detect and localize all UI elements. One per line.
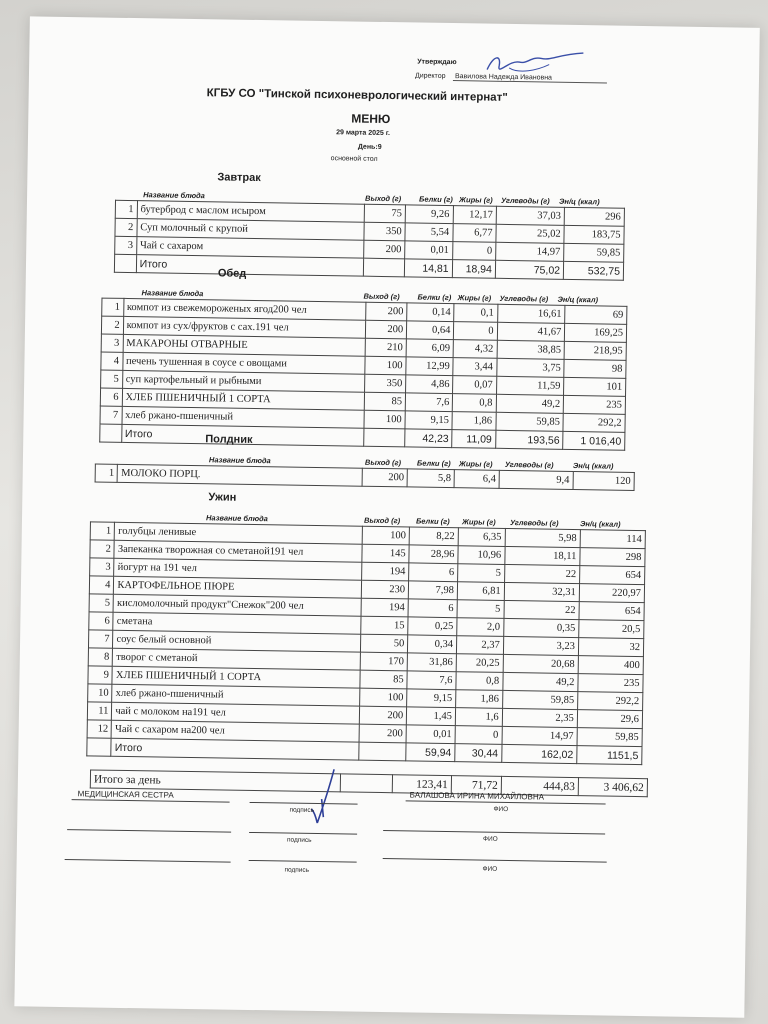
dish-name: кисломолочный продукт"Снежок"200 чел	[113, 594, 361, 616]
name-line-2	[67, 829, 231, 833]
column-protein-header: Белки (г)	[415, 516, 450, 527]
dish-fat: 1,86	[456, 690, 503, 709]
dish-energy: 114	[580, 530, 645, 549]
dish-carbs: 3,23	[503, 636, 578, 655]
lunch-table	[99, 298, 627, 451]
column-carbs-header: Углеводы (г)	[509, 518, 559, 528]
column-energy-header: Эн/ц (ккал)	[572, 460, 614, 471]
dish-name: чай с молоком на191 чел	[112, 702, 360, 724]
dish-carbs: 16,61	[497, 304, 565, 323]
dish-name: суп картофельный и рыбными	[122, 370, 365, 392]
director-name: Вавилова Надежда Ивановна	[453, 73, 607, 83]
dish-carbs: 18,11	[505, 546, 580, 565]
dish-fat: 5	[457, 600, 504, 619]
table-type: основной стол	[330, 155, 378, 163]
day-total-energy: 3 406,62	[578, 778, 647, 797]
dish-energy: 69	[565, 305, 627, 324]
total-output-cell	[364, 428, 405, 447]
signature-caption-3: подпись	[284, 866, 310, 874]
dish-carbs: 3,75	[496, 358, 564, 377]
dish-carbs: 37,03	[496, 206, 564, 225]
dish-fat: 10,96	[458, 546, 505, 565]
day-total-row	[90, 770, 647, 797]
dish-energy: 292,2	[577, 692, 642, 711]
dish-output: 350	[364, 222, 406, 241]
dish-energy: 654	[579, 602, 644, 621]
dish-carbs: 22	[504, 564, 579, 583]
dish-protein: 9,26	[405, 205, 453, 224]
dish-fat: 20,25	[456, 654, 503, 673]
dish-protein: 5,54	[405, 223, 453, 242]
column-name-header: Название блюда	[143, 190, 205, 201]
fio-caption-3: ФИО	[482, 865, 498, 873]
dish-name: хлеб ржано-пшеничный	[112, 684, 360, 706]
dinner-table	[86, 521, 646, 765]
total-protein: 42,23	[405, 429, 453, 448]
dish-protein: 0,01	[406, 725, 455, 744]
dish-fat: 0,8	[456, 672, 503, 691]
row-number: 7	[100, 406, 122, 424]
row-number: 6	[89, 612, 114, 630]
total-protein: 14,81	[404, 259, 452, 278]
dish-energy: 292,2	[563, 413, 625, 432]
dish-name: ХЛЕБ ПШЕНИЧНЫЙ 1 СОРТА	[112, 666, 360, 688]
dish-protein: 12,99	[406, 357, 454, 376]
dish-energy: 296	[564, 207, 624, 226]
menu-date: 29 марта 2025 г.	[336, 129, 391, 138]
dish-output: 100	[365, 356, 406, 375]
dish-energy: 220,97	[579, 584, 644, 603]
dish-output: 200	[363, 468, 408, 487]
day-total-output-cell	[341, 774, 393, 793]
dish-protein: 5,8	[407, 469, 454, 488]
dish-name: сметана	[113, 612, 361, 634]
dish-energy: 29,6	[577, 710, 642, 729]
dish-protein: 0,64	[406, 321, 454, 340]
column-fat-header: Жиры (г)	[461, 517, 496, 527]
dish-carbs: 2,35	[502, 708, 577, 727]
dish-carbs: 41,67	[497, 322, 565, 341]
dish-carbs: 0,35	[503, 618, 578, 637]
nurse-signature	[303, 765, 344, 832]
column-protein-header: Белки (г)	[416, 458, 451, 469]
total-protein: 59,94	[406, 743, 455, 762]
dish-protein: 28,96	[409, 545, 458, 564]
row-number: 9	[88, 666, 113, 684]
fio-caption-1: ФИО	[493, 805, 509, 814]
dish-carbs: 59,85	[495, 412, 563, 431]
dish-name: ХЛЕБ ПШЕНИЧНЫЙ 1 СОРТА	[122, 388, 365, 410]
dish-energy: 235	[564, 395, 626, 414]
dish-fat: 0	[455, 726, 502, 745]
dish-energy: 120	[573, 471, 635, 490]
total-empty-cell	[87, 738, 112, 756]
column-name-header: Название блюда	[141, 288, 204, 299]
column-energy-header: Эн/ц (ккал)	[557, 294, 599, 305]
dish-energy: 400	[578, 656, 643, 675]
dish-energy: 654	[579, 566, 644, 585]
row-number: 1	[115, 200, 137, 218]
dish-fat: 6,4	[454, 470, 499, 489]
dish-carbs: 49,2	[496, 394, 564, 413]
dish-name: печень тушенная в соусе с овощами	[122, 352, 365, 374]
dish-name: МОЛОКО ПОРЦ.	[118, 464, 363, 486]
row-number: 5	[89, 594, 114, 612]
dish-fat: 5	[458, 564, 505, 583]
day-total-carbs: 444,83	[501, 776, 578, 795]
dish-protein: 6	[409, 563, 458, 582]
dish-output: 200	[363, 240, 405, 259]
row-number: 4	[89, 576, 114, 594]
breakfast-table	[114, 200, 625, 281]
total-carbs: 75,02	[495, 260, 563, 279]
column-name-header: Название блюда	[208, 455, 271, 466]
column-energy-header: Эн/ц (ккал)	[558, 196, 600, 207]
dish-carbs: 38,85	[497, 340, 565, 359]
dish-name: бутерброд с маслом исыром	[137, 201, 364, 223]
dish-carbs: 25,02	[496, 224, 564, 243]
dish-fat: 12,17	[453, 206, 497, 225]
row-number: 1	[90, 522, 115, 540]
dish-fat: 0	[454, 322, 497, 341]
row-number: 6	[100, 388, 122, 406]
signature-line-3	[249, 860, 357, 863]
fio-line-3	[383, 858, 607, 863]
dish-output: 100	[364, 410, 405, 429]
snack-title: Полдник	[205, 433, 253, 446]
row-number: 2	[101, 316, 123, 334]
dish-energy: 169,25	[565, 323, 627, 342]
dish-protein: 8,22	[409, 527, 458, 546]
column-output-header: Выход (г)	[363, 291, 400, 302]
column-protein-header: Белки (г)	[417, 292, 452, 303]
dish-energy: 20,5	[579, 620, 644, 639]
dish-output: 194	[362, 562, 409, 581]
dish-name: творог с сметаной	[113, 648, 361, 670]
column-energy-header: Эн/ц (ккал)	[579, 519, 621, 529]
dish-name: Суп молочный с крупой	[137, 219, 364, 241]
dish-energy: 98	[564, 359, 626, 378]
column-output-header: Выход (г)	[363, 515, 401, 526]
name-line-3	[65, 859, 231, 863]
dish-output: 210	[365, 338, 406, 357]
dish-fat: 1,6	[455, 708, 502, 727]
dish-carbs: 14,97	[502, 726, 577, 745]
row-number: 1	[95, 464, 118, 482]
dish-protein: 9,15	[407, 689, 456, 708]
signature-caption-2: подпись	[286, 836, 312, 844]
dish-output: 50	[361, 634, 408, 653]
dish-carbs: 59,85	[502, 690, 577, 709]
dish-carbs: 49,2	[503, 672, 578, 691]
dish-energy: 101	[564, 377, 626, 396]
fio-caption-2: ФИО	[482, 835, 498, 843]
dish-output: 230	[362, 580, 409, 599]
dish-output: 200	[366, 302, 407, 321]
director-label: Директор	[414, 72, 446, 80]
nurse-line	[72, 799, 230, 802]
dish-energy: 59,85	[577, 728, 642, 747]
total-fat: 30,44	[455, 744, 502, 763]
dish-carbs: 22	[504, 600, 579, 619]
dish-energy: 298	[580, 548, 645, 567]
row-number: 11	[87, 702, 112, 720]
dish-name: КАРТОФЕЛЬНОЕ ПЮРЕ	[114, 576, 362, 598]
dish-protein: 4,86	[406, 375, 454, 394]
dish-energy: 235	[578, 674, 643, 693]
dish-protein: 0,14	[407, 303, 455, 322]
dish-output: 85	[364, 392, 405, 411]
day-total-label: Итого за день	[90, 770, 341, 792]
row-number: 1	[102, 298, 124, 316]
menu-day: День:9	[357, 143, 382, 151]
row-number: 3	[101, 334, 123, 352]
dish-output: 170	[361, 652, 408, 671]
dish-energy: 32	[578, 638, 643, 657]
dish-fat: 2,0	[457, 618, 504, 637]
dish-output: 200	[365, 320, 406, 339]
dish-output: 200	[360, 706, 407, 725]
dish-energy: 218,95	[564, 341, 626, 360]
dish-carbs: 14,97	[496, 242, 564, 261]
column-name-header: Название блюда	[205, 513, 268, 524]
dish-output: 85	[360, 670, 407, 689]
dish-carbs: 20,68	[503, 654, 578, 673]
column-carbs-header: Углеводы (г)	[504, 459, 554, 470]
dish-energy: 183,75	[564, 225, 624, 244]
signer-name: БАЛАШОВА ИРИНА МИХАЙЛОВНА	[409, 790, 545, 802]
total-energy: 532,75	[563, 261, 623, 280]
signature-line-2	[249, 832, 357, 835]
dish-name: Чай с сахаром	[136, 237, 363, 259]
breakfast-title: Завтрак	[217, 171, 261, 185]
total-label: Итого	[136, 255, 363, 277]
row-number: 4	[101, 352, 123, 370]
total-output-cell	[363, 258, 405, 277]
total-fat: 11,09	[452, 430, 495, 449]
dish-fat: 6,77	[452, 224, 496, 243]
dish-protein: 0,34	[408, 635, 457, 654]
total-label: Итого	[121, 424, 364, 446]
dish-output: 75	[364, 204, 406, 223]
dish-fat: 6,35	[458, 528, 505, 547]
dish-fat: 0,07	[453, 376, 496, 395]
dish-protein: 1,45	[406, 707, 455, 726]
dish-output: 350	[365, 374, 406, 393]
page-title: МЕНЮ	[351, 111, 391, 127]
row-number: 8	[88, 648, 113, 666]
dish-fat: 0,8	[453, 394, 496, 413]
dish-name: МАКАРОНЫ ОТВАРНЫЕ	[123, 334, 366, 356]
dish-output: 200	[359, 724, 406, 743]
total-empty-cell	[100, 424, 122, 442]
total-energy: 1 016,40	[563, 431, 625, 450]
dish-output: 15	[361, 616, 408, 635]
total-label: Итого	[111, 738, 359, 760]
row-number: 3	[115, 236, 137, 254]
dish-protein: 7,6	[407, 671, 456, 690]
column-carbs-header: Углеводы (г)	[499, 293, 549, 304]
column-fat-header: Жиры (г)	[457, 293, 492, 303]
dish-carbs: 32,31	[504, 582, 579, 601]
column-fat-header: Жиры (г)	[458, 459, 493, 469]
dish-protein: 31,86	[407, 653, 456, 672]
total-carbs: 162,02	[501, 744, 576, 763]
dish-energy: 59,85	[564, 243, 624, 262]
column-output-header: Выход (г)	[365, 193, 402, 204]
column-protein-header: Белки (г)	[419, 194, 453, 205]
dish-name: йогурт на 191 чел	[114, 558, 362, 580]
approve-label: Утверждаю	[417, 58, 457, 67]
dish-carbs: 9,4	[499, 470, 573, 489]
dish-name: соус белый основной	[113, 630, 361, 652]
dish-output: 145	[362, 544, 409, 563]
total-energy: 1151,5	[577, 746, 642, 765]
dish-fat: 4,32	[453, 340, 496, 359]
dish-carbs: 5,98	[505, 528, 580, 547]
dish-fat: 0	[452, 242, 496, 261]
row-number: 2	[115, 218, 137, 236]
dish-protein: 9,15	[405, 411, 453, 430]
dish-protein: 6	[408, 599, 457, 618]
fio-line-1	[406, 800, 606, 804]
fio-line-2	[383, 830, 605, 834]
column-carbs-header: Углеводы (г)	[500, 195, 550, 206]
dish-name: Чай с сахаром на200 чел	[111, 720, 359, 742]
dish-fat: 6,81	[457, 582, 504, 601]
dish-name: хлеб ржано-пшеничный	[122, 406, 365, 428]
dish-name: компот из сух/фруктов с сах.191 чел	[123, 316, 366, 338]
row-number: 12	[87, 720, 112, 738]
organization-name: КГБУ СО "Тинской психоневрологический интернат"	[206, 87, 508, 104]
dish-protein: 7,6	[405, 393, 453, 412]
day-total-fat: 71,72	[451, 776, 501, 795]
dish-protein: 7,98	[408, 581, 457, 600]
total-carbs: 193,56	[495, 430, 563, 449]
menu-sheet	[14, 16, 759, 1017]
dinner-title: Ужин	[208, 491, 237, 504]
dish-protein: 0,01	[405, 241, 453, 260]
row-number: 7	[88, 630, 113, 648]
column-fat-header: Жиры (г)	[459, 195, 493, 205]
dish-name: компот из свежемороженых ягод200 чел	[123, 298, 366, 320]
dish-fat: 2,37	[456, 636, 503, 655]
dish-protein: 0,25	[408, 617, 457, 636]
lunch-title: Обед	[217, 267, 247, 280]
dish-fat: 0,1	[454, 304, 497, 323]
total-empty-cell	[114, 254, 136, 272]
dish-name: Запеканка творожная со сметаной191 чел	[114, 540, 362, 562]
dish-fat: 1,86	[452, 412, 495, 431]
dish-output: 100	[360, 688, 407, 707]
dish-name: голубцы ленивые	[115, 522, 363, 544]
row-number: 10	[88, 684, 113, 702]
dish-output: 194	[361, 598, 408, 617]
row-number: 3	[90, 558, 115, 576]
day-total-protein: 123,41	[393, 775, 452, 794]
row-number: 2	[90, 540, 115, 558]
total-fat: 18,94	[452, 260, 496, 279]
dish-output: 100	[363, 526, 410, 545]
dish-protein: 6,09	[406, 339, 454, 358]
row-number: 5	[101, 370, 123, 388]
column-output-header: Выход (г)	[364, 457, 402, 468]
total-output-cell	[359, 742, 406, 761]
dish-carbs: 11,59	[496, 376, 564, 395]
signature-caption-1: подпись	[289, 806, 315, 814]
nurse-label: МЕДИЦИНСКАЯ СЕСТРА	[77, 789, 174, 800]
dish-fat: 3,44	[453, 358, 496, 377]
